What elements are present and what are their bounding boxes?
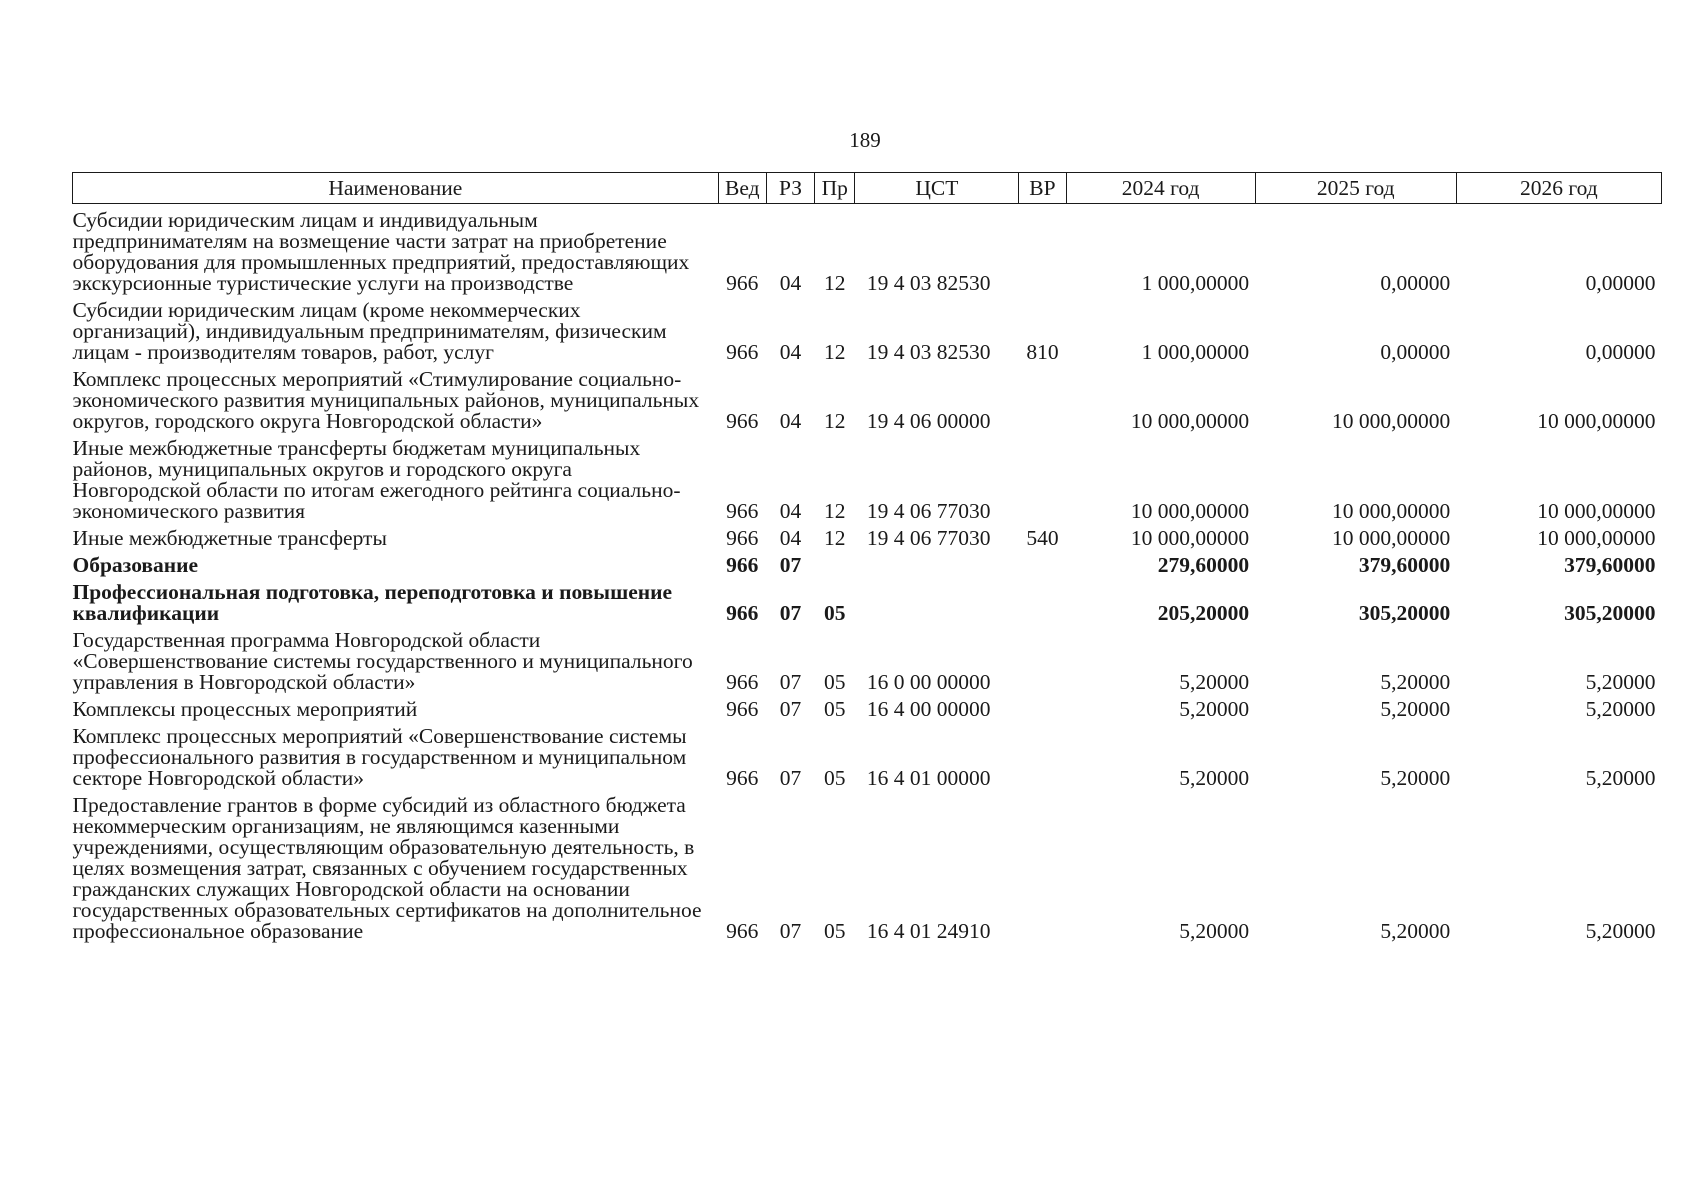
row-name: Комплекс процессных мероприятий «Совершенствование системы профессионального развития в государственном и муниципальном секторе Новгородской области» bbox=[72, 724, 687, 790]
table-row bbox=[73, 204, 1662, 295]
row-amount-2024: 5,20000 bbox=[1179, 697, 1250, 721]
row-vr bbox=[1019, 789, 1066, 942]
row-amount-2026: 305,20000 bbox=[1564, 601, 1656, 625]
row-name: Предоставление грантов в форме субсидий из областного бюджета некоммерческим организациям, не являющимся казенными учреждениями, осуществляющим образовательную деятельность, в целях возмещения затрат, связанных с обучением государственных гражданских служащих Новгородской области на основании государственных образовательных сертификатов на дополнительное профессиональное образование bbox=[72, 793, 702, 943]
row-name: Профессиональная подготовка, переподготовка и повышение квалификации bbox=[72, 580, 673, 625]
row-amount-2025: 0,00000 bbox=[1380, 271, 1451, 295]
table-row bbox=[73, 789, 1662, 942]
row-amount-2025: 305,20000 bbox=[1358, 601, 1451, 625]
row-amount-2024: 10 000,00000 bbox=[1130, 409, 1250, 433]
row-name: Образование bbox=[72, 553, 199, 577]
row-cst: 16 4 01 00000 bbox=[866, 766, 991, 790]
row-pr: 05 bbox=[824, 766, 846, 790]
row-vr bbox=[1019, 204, 1066, 295]
row-rz: 07 bbox=[779, 553, 802, 577]
row-cst bbox=[855, 576, 1019, 624]
row-vr bbox=[1019, 576, 1066, 624]
table-row bbox=[73, 693, 1662, 720]
row-amount-2026: 5,20000 bbox=[1585, 766, 1656, 790]
row-pr: 05 bbox=[824, 670, 846, 694]
row-pr: 05 bbox=[824, 697, 846, 721]
row-amount-2026: 0,00000 bbox=[1585, 340, 1656, 364]
row-rz: 07 bbox=[779, 766, 802, 790]
row-amount-2026: 10 000,00000 bbox=[1537, 409, 1656, 433]
row-pr: 05 bbox=[824, 601, 846, 625]
table-row bbox=[73, 294, 1662, 363]
row-amount-2026: 10 000,00000 bbox=[1537, 526, 1656, 550]
row-amount-2025: 10 000,00000 bbox=[1332, 409, 1451, 433]
row-rz: 07 bbox=[779, 697, 802, 721]
row-cst: 16 4 00 00000 bbox=[866, 697, 991, 721]
header-pr: Пр bbox=[815, 173, 855, 204]
row-ved: 966 bbox=[726, 409, 759, 433]
header-rz: РЗ bbox=[766, 173, 814, 204]
row-cst: 19 4 03 82530 bbox=[866, 340, 991, 364]
row-amount-2026: 5,20000 bbox=[1585, 670, 1656, 694]
row-amount-2026: 5,20000 bbox=[1585, 919, 1656, 943]
table-row bbox=[73, 549, 1662, 576]
row-amount-2025: 5,20000 bbox=[1380, 766, 1451, 790]
table-row bbox=[73, 720, 1662, 789]
row-amount-2024: 1 000,00000 bbox=[1141, 271, 1250, 295]
table-body bbox=[73, 204, 1662, 943]
row-amount-2024: 10 000,00000 bbox=[1130, 526, 1250, 550]
table-header bbox=[73, 173, 1662, 204]
row-vr bbox=[1019, 363, 1066, 432]
row-ved: 966 bbox=[726, 697, 759, 721]
row-pr: 12 bbox=[824, 409, 846, 433]
row-vr bbox=[1019, 720, 1066, 789]
header-name: Наименование bbox=[73, 173, 719, 204]
table-row bbox=[73, 432, 1662, 522]
row-rz: 04 bbox=[779, 340, 802, 364]
row-rz: 04 bbox=[779, 271, 802, 295]
row-amount-2024: 10 000,00000 bbox=[1130, 499, 1250, 523]
row-name: Комплекс процессных мероприятий «Стимулирование социально-экономического развития муниципальных районов, муниципальных округов, городского округа Новгородской области» bbox=[72, 367, 700, 433]
row-name: Субсидии юридическим лицам и индивидуальным предпринимателям на возмещение части затрат на приобретение оборудования для промышленных предприятий, предоставляющих экскурсионные туристические услуги на производстве bbox=[72, 208, 690, 295]
row-ved: 966 bbox=[726, 670, 759, 694]
row-vr bbox=[1019, 432, 1066, 522]
row-vr bbox=[1019, 549, 1066, 576]
row-name: Комплексы процессных мероприятий bbox=[72, 697, 418, 721]
row-cst: 19 4 06 77030 bbox=[866, 526, 991, 550]
row-pr: 12 bbox=[824, 526, 846, 550]
header-2025: 2025 год bbox=[1255, 173, 1456, 204]
row-amount-2024: 1 000,00000 bbox=[1141, 340, 1250, 364]
row-name: Иные межбюджетные трансферты бюджетам муниципальных районов, муниципальных округов и городского округа Новгородской области по итогам ежегодного рейтинга социально-экономического развития bbox=[72, 436, 681, 523]
row-cst: 16 4 01 24910 bbox=[866, 919, 991, 943]
row-amount-2024: 205,20000 bbox=[1157, 601, 1250, 625]
row-amount-2025: 5,20000 bbox=[1380, 670, 1451, 694]
row-pr: 12 bbox=[824, 340, 846, 364]
row-pr: 12 bbox=[824, 499, 846, 523]
row-vr: 540 bbox=[1026, 526, 1059, 550]
row-ved: 966 bbox=[726, 526, 759, 550]
row-pr bbox=[815, 549, 855, 576]
header-ved: Вед bbox=[718, 173, 766, 204]
row-pr: 05 bbox=[824, 919, 846, 943]
row-ved: 966 bbox=[726, 499, 759, 523]
row-ved: 966 bbox=[726, 271, 759, 295]
row-rz: 07 bbox=[779, 919, 802, 943]
row-ved: 966 bbox=[726, 553, 759, 577]
header-cst: ЦСТ bbox=[855, 173, 1019, 204]
table-row bbox=[73, 624, 1662, 693]
row-vr bbox=[1019, 624, 1066, 693]
table-row bbox=[73, 522, 1662, 549]
row-vr: 810 bbox=[1026, 340, 1059, 364]
row-amount-2025: 0,00000 bbox=[1380, 340, 1451, 364]
row-cst: 19 4 06 77030 bbox=[866, 499, 991, 523]
row-rz: 07 bbox=[779, 670, 802, 694]
row-rz: 04 bbox=[779, 409, 802, 433]
budget-table bbox=[72, 172, 1662, 942]
row-name: Субсидии юридическим лицам (кроме некоммерческих организаций), индивидуальным предпринимателям, физическим лицам - производителям товаров, работ, услуг bbox=[72, 298, 667, 364]
row-rz: 04 bbox=[779, 499, 802, 523]
table-row bbox=[73, 576, 1662, 624]
row-amount-2024: 279,60000 bbox=[1157, 553, 1250, 577]
row-amount-2026: 5,20000 bbox=[1585, 697, 1656, 721]
row-amount-2025: 5,20000 bbox=[1380, 697, 1451, 721]
row-amount-2024: 5,20000 bbox=[1179, 766, 1250, 790]
page-number: 189 bbox=[849, 128, 881, 152]
row-cst: 19 4 06 00000 bbox=[866, 409, 991, 433]
row-cst bbox=[855, 549, 1019, 576]
row-name: Иные межбюджетные трансферты bbox=[72, 526, 387, 550]
row-ved: 966 bbox=[726, 766, 759, 790]
row-ved: 966 bbox=[726, 340, 759, 364]
row-amount-2024: 5,20000 bbox=[1179, 919, 1250, 943]
row-vr bbox=[1019, 693, 1066, 720]
row-cst: 16 0 00 00000 bbox=[866, 670, 991, 694]
header-2024: 2024 год bbox=[1066, 173, 1255, 204]
row-amount-2024: 5,20000 bbox=[1179, 670, 1250, 694]
row-amount-2025: 10 000,00000 bbox=[1332, 499, 1451, 523]
row-rz: 07 bbox=[779, 601, 802, 625]
header-vr: ВР bbox=[1019, 173, 1066, 204]
header-2026: 2026 год bbox=[1456, 173, 1661, 204]
table-row bbox=[73, 363, 1662, 432]
row-amount-2026: 10 000,00000 bbox=[1537, 499, 1656, 523]
row-pr: 12 bbox=[824, 271, 846, 295]
row-ved: 966 bbox=[726, 601, 759, 625]
row-name: Государственная программа Новгородской области «Совершенствование системы государственного и муниципального управления в Новгородской области» bbox=[72, 628, 693, 694]
row-amount-2025: 10 000,00000 bbox=[1332, 526, 1451, 550]
row-rz: 04 bbox=[779, 526, 802, 550]
row-amount-2025: 379,60000 bbox=[1358, 553, 1451, 577]
row-amount-2025: 5,20000 bbox=[1380, 919, 1451, 943]
row-amount-2026: 0,00000 bbox=[1585, 271, 1656, 295]
row-amount-2026: 379,60000 bbox=[1564, 553, 1656, 577]
row-cst: 19 4 03 82530 bbox=[866, 271, 991, 295]
row-ved: 966 bbox=[726, 919, 759, 943]
